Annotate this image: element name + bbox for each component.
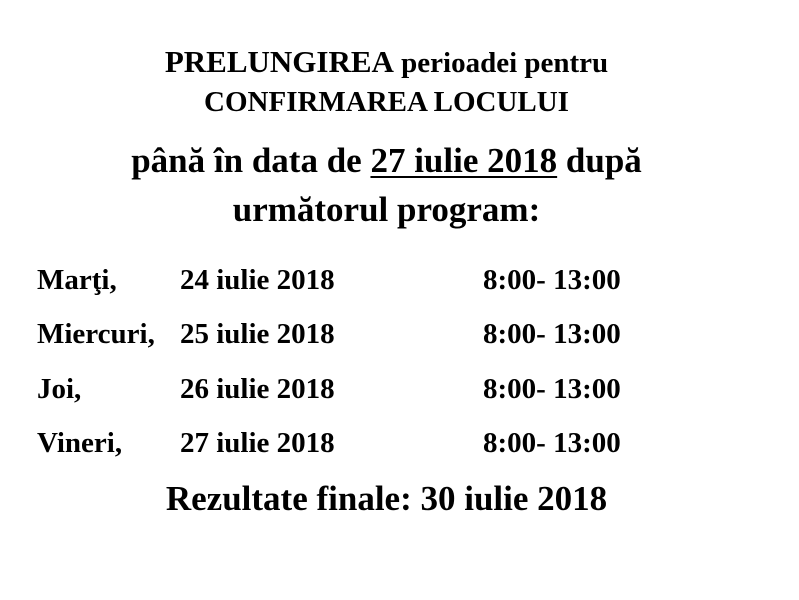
deadline-date: 27 iulie 2018 [370, 141, 558, 180]
schedule-time: 8:00- 13:00 [483, 318, 621, 350]
heading-line-3 [0, 141, 786, 181]
schedule-date: 26 iulie 2018 [180, 373, 335, 405]
schedule-date: 25 iulie 2018 [180, 318, 335, 350]
schedule-day: Joi, [37, 373, 82, 405]
heading-line-3-before: până în data de [131, 141, 371, 180]
heading-keyword-prelungirea: PRELUNGIREA [164, 44, 394, 79]
schedule-date: 24 iulie 2018 [180, 264, 335, 296]
schedule-date: 27 iulie 2018 [180, 427, 335, 459]
schedule-day: Marţi, [37, 264, 117, 296]
schedule-time: 8:00- 13:00 [483, 373, 621, 405]
schedule-row [0, 264, 799, 304]
schedule-day: Vineri, [37, 427, 123, 459]
heading-line-3-after: după [557, 141, 642, 180]
schedule-row [0, 373, 799, 413]
schedule-time: 8:00- 13:00 [483, 264, 621, 296]
heading-line-2: CONFIRMAREA LOCULUI [204, 86, 569, 118]
heading-line-1-rest: perioadei pentru [393, 47, 609, 79]
schedule-time: 8:00- 13:00 [483, 427, 621, 459]
schedule-day: Miercuri, [37, 318, 155, 350]
final-results: Rezultate finale: 30 iulie 2018 [165, 479, 608, 518]
heading-line-4: următorul program: [232, 190, 541, 229]
schedule-row [0, 427, 799, 467]
heading-line-1 [0, 44, 786, 80]
schedule-row [0, 318, 799, 358]
